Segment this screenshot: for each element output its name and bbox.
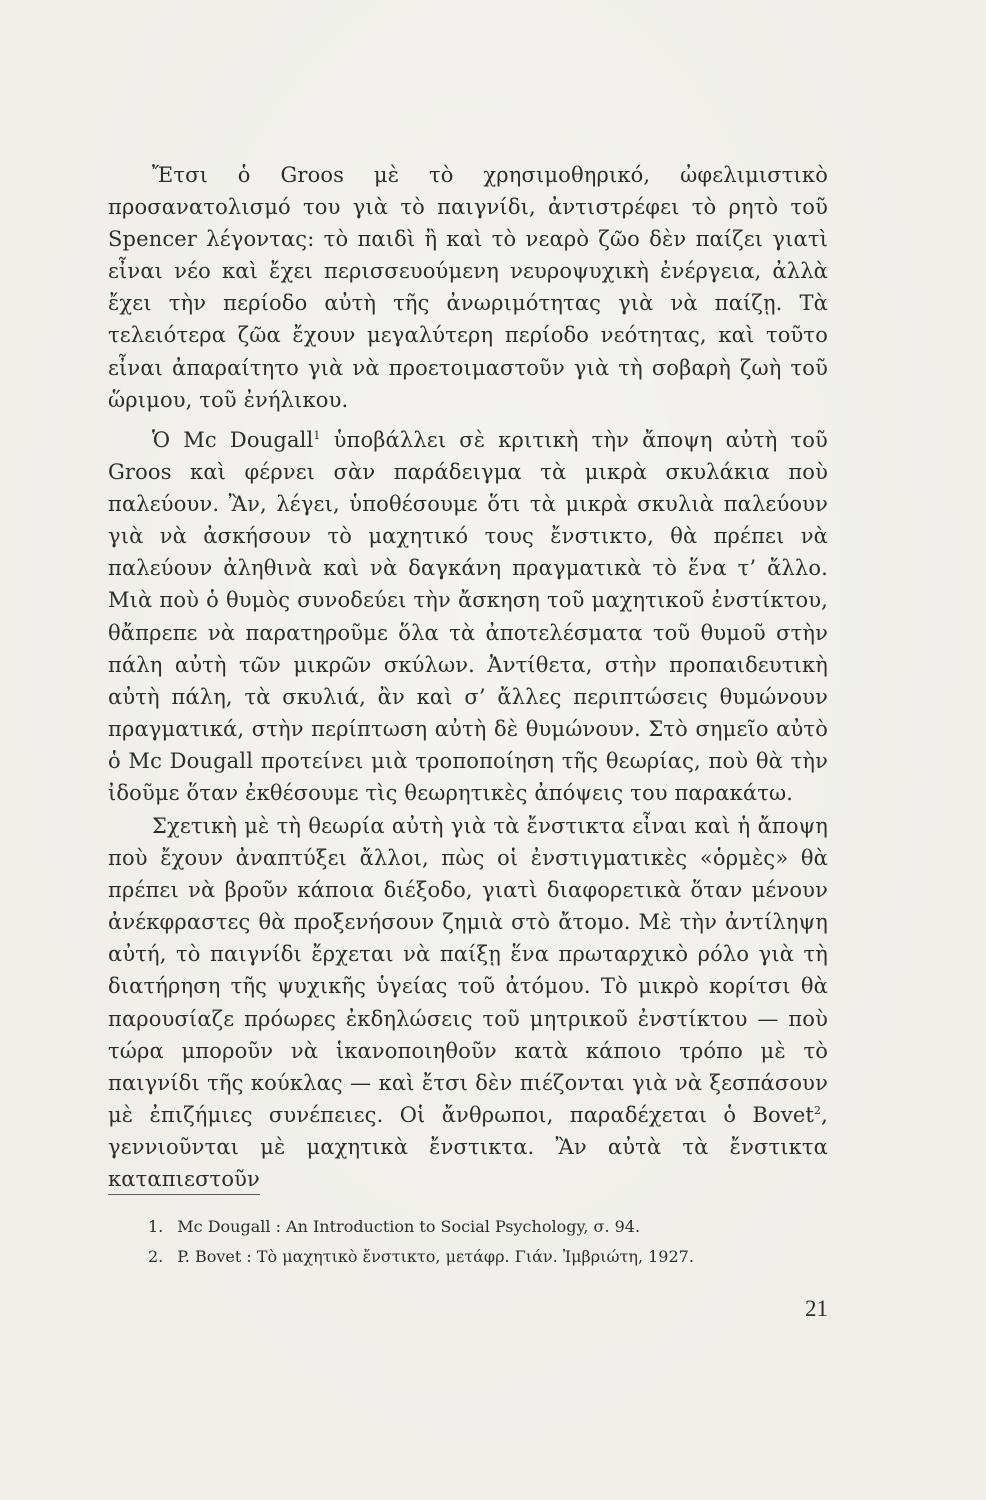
page-number: 21 bbox=[805, 1296, 828, 1321]
footnote-reference-1: 1 bbox=[313, 429, 321, 442]
footnotes bbox=[148, 1212, 848, 1272]
footnote-1-text: Mc Dougall : An Introduction to Social Psychology, σ. 94. bbox=[177, 1217, 641, 1236]
footnote-reference-2: 2 bbox=[814, 1103, 822, 1117]
paragraph-3 bbox=[108, 810, 828, 1195]
paragraph-2-start: Ὁ Mc Dougall bbox=[152, 428, 314, 452]
footnote-1-number: 1. bbox=[148, 1217, 164, 1236]
paragraph-2 bbox=[108, 424, 828, 809]
footnote-divider bbox=[108, 1194, 260, 1195]
paragraph-2-rest: ὑποβάλλει σὲ κριτικὴ τὴν ἄποψη αὐτὴ τοῦ Groos καὶ φέρνει σὰν παράδειγμα τὰ μικρὰ σκυλάκια ποὺ παλεύουν. Ἂν, λέγει, ὑποθέσουμε ὅτι τὰ μικρὰ σκυλιὰ παλεύουν γιὰ νὰ ἀσκήσουν τὸ μαχητικό τους ἔνστικτο, θὰ πρέπει νὰ παλεύουν ἀληθινὰ καὶ νὰ δαγκάνη πραγματικὰ τὸ ἕνα τ’ ἄλλο. Μιὰ ποὺ ὁ θυμὸς συνοδεύει τὴν ἄσκηση τοῦ μαχητικοῦ ἐνστίκτου, θἄπρεπε νὰ παρατηροῦμε ὅλα τὰ ἀποτελέσματα τοῦ θυμοῦ στὴν πάλη αὐτὴ τῶν μικρῶν σκύλων. Ἀντίθετα, στὴν προπαιδευτικὴ αὐτὴ πάλη, τὰ σκυλιά, ἂν καὶ σ’ ἄλλες περιπτώσεις θυμώνουν πραγματικά, στὴν περίπτωση αὐτὴ δὲ θυμώνουν. Στὸ σημεῖο αὐτὸ ὁ Mc Dougall προτείνει μιὰ τροποποίηση τῆς θεωρίας, ποὺ θὰ τὴν ἰδοῦμε ὅταν ἐκθέσουμε τὶς θεωρητικὲς ἀπόψεις του παρακάτω. bbox=[108, 428, 828, 806]
paragraph-1: Ἔτσι ὁ Groos μὲ τὸ χρησιμοθηρικό, ὠφελιμιστικὸ προσανατολισμό του γιὰ τὸ παιγνίδι, ἀντιστρέφει τὸ ρητὸ τοῦ Spencer λέγοντας: τὸ παιδὶ ἢ καὶ τὸ νεαρὸ ζῶο δὲν παίζει γιατὶ εἶναι νέο καὶ ἔχει περισσευούμενη νευροψυχικὴ ἐνέργεια, ἀλλὰ ἔχει τὴν περίοδο αὐτὴ τῆς ἀνωριμότητας γιὰ νὰ παίζῃ. Τὰ τελειότερα ζῶα ἔχουν μεγαλύτερη περίοδο νεότητας, καὶ τοῦτο εἶναι ἀπαραίτητο γιὰ νὰ προετοιμαστοῦν γιὰ τὴ σοβαρὴ ζωὴ τοῦ ὥριμου, τοῦ ἐνήλικου. bbox=[108, 163, 828, 412]
paragraph-3-rest: , γεννιοῦνται μὲ μαχητικὰ ἔνστικτα. Ἂν αὐτὰ τὰ ἔνστικτα καταπιεστοῦν bbox=[108, 1102, 828, 1192]
paragraph-3-start: Σχετικὴ μὲ τὴ θεωρία αὐτὴ γιὰ τὰ ἔνστικτα εἶναι καὶ ἡ ἄποψη ποὺ ἔχουν ἀναπτύξει ἄλλοι, πὼς οἱ ἐνστιγματικὲς «ὁρμὲς» θὰ πρέπει νὰ βροῦν κάποια διέξοδο, γιατὶ διαφορετικὰ ὅταν μένουν ἀνέκφραστες θὰ προξενήσουν ζημιὰ στὸ ἄτομο. Μὲ τὴν ἀντίληψη αὐτή, τὸ παιγνίδι ἔρχεται νὰ παίξῃ ἕνα πρωταρχικὸ ρόλο γιὰ τὴ διατήρηση τῆς ψυχικῆς ὑγείας τοῦ ἀτόμου. Τὸ μικρὸ κορίτσι θὰ παρουσίαζε πρόωρες ἐκδηλώσεις τοῦ μητρικοῦ ἐνστίκτου — ποὺ τώρα μποροῦν νὰ ἱκανοποιηθοῦν κατὰ κάποιο τρόπο μὲ τὸ παιγνίδι τῆς κούκλας — καὶ ἔτσι δὲν πιέζονται γιὰ νὰ ξεσπάσουν μὲ ἐπιζήμιες συνέπειες. Οἱ ἄνθρωποι, παραδέχεται ὁ Bovet bbox=[108, 814, 828, 1127]
footnote-1 bbox=[148, 1212, 848, 1242]
footnote-2-number: 2. bbox=[148, 1247, 164, 1266]
footnote-2-text: P. Bovet : Τὸ μαχητικὸ ἔνστικτο, μετάφρ. Γιάν. Ἰμβριώτη, 1927. bbox=[177, 1247, 694, 1266]
footnote-2 bbox=[148, 1242, 848, 1272]
